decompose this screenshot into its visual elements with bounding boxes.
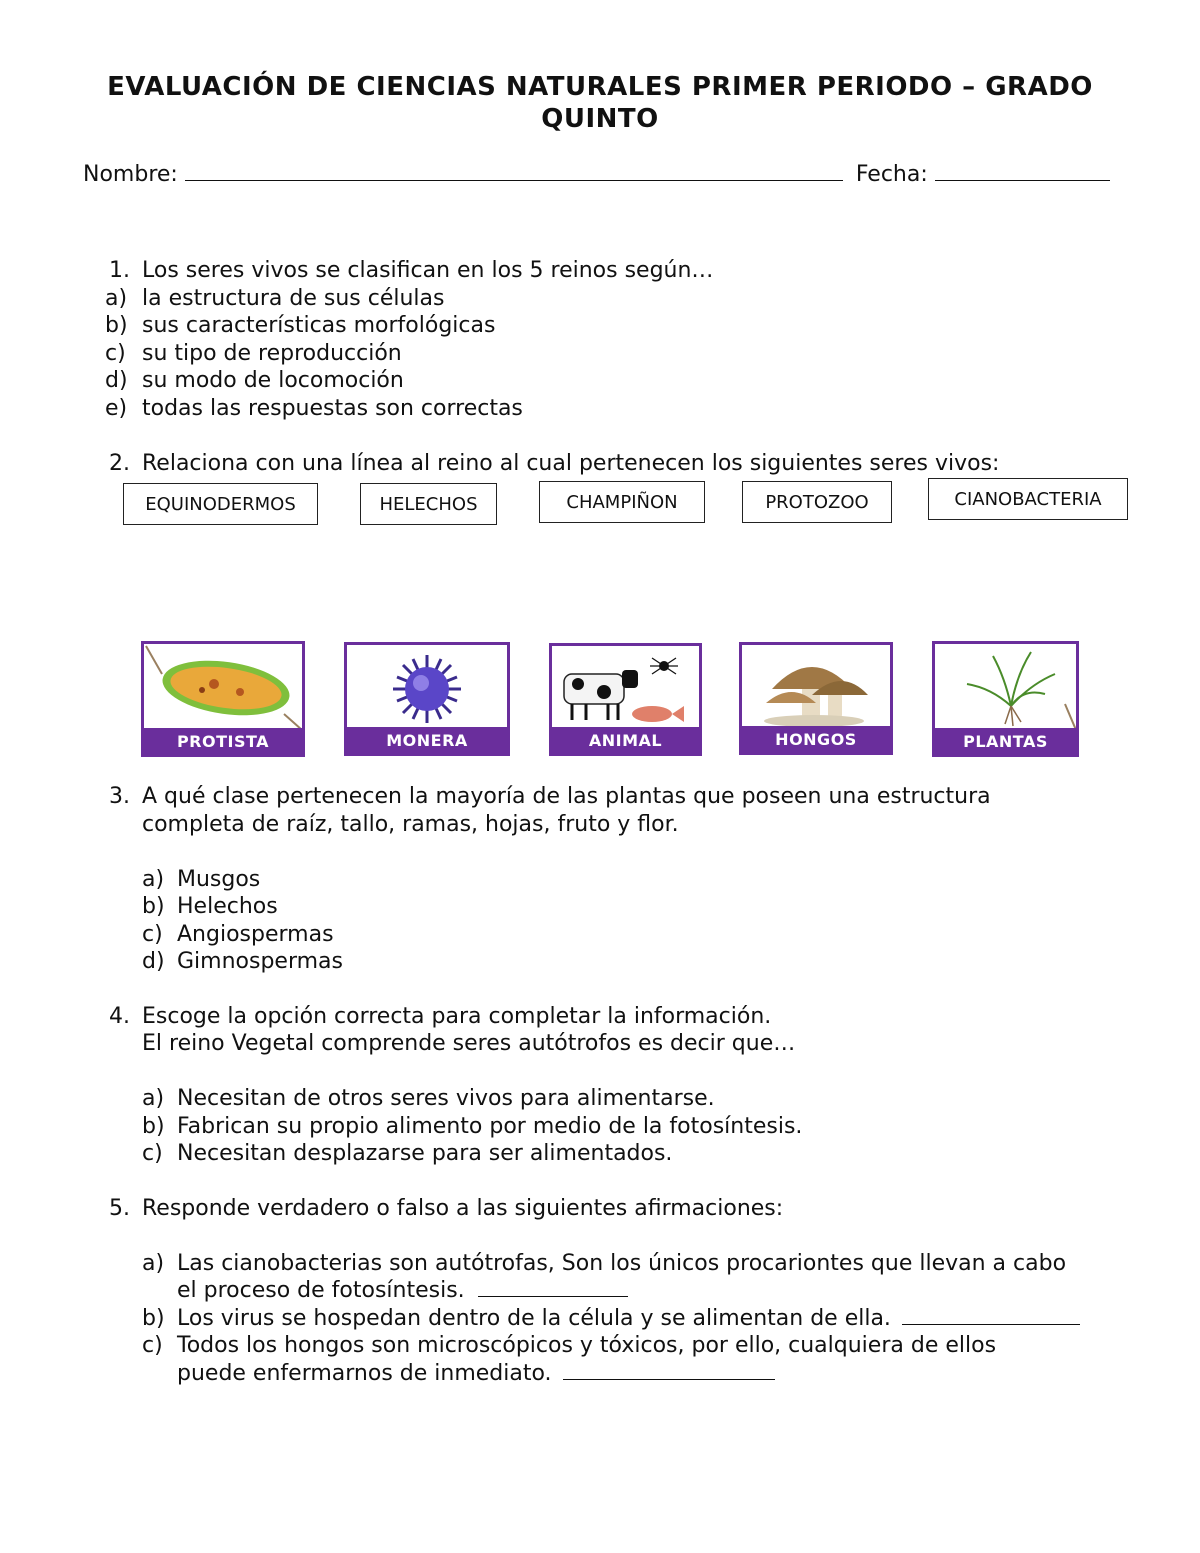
option-letter: c) [105,341,126,366]
option-letter: a) [142,867,165,892]
statement-text-line1: Las cianobacterias son autótrofas, Son los únicos procariontes que llevan a cabo [177,1251,1067,1276]
statement-text-line1 [177,1306,1080,1331]
q3-option-c[interactable] [142,922,334,947]
option-letter: d) [105,368,128,393]
q4-option-a[interactable] [142,1086,715,1111]
option-letter: c) [142,1333,163,1358]
option-letter: b) [142,1306,165,1331]
q5-statement-c-line2 [177,1361,775,1386]
option-text: Musgos [177,867,261,892]
answer-blank[interactable] [478,1278,628,1297]
option-text: Necesitan de otros seres vivos para alimentarse. [177,1086,715,1111]
option-letter: a) [105,286,128,311]
plant-icon [935,644,1076,732]
being-box-equinodermos[interactable]: EQUINODERMOS [123,483,318,525]
q1-option-c[interactable] [105,341,402,366]
q1-option-b[interactable] [105,313,496,338]
name-label: Nombre: [83,162,178,187]
question-text-line2: completa de raíz, tallo, ramas, hojas, fruto y flor. [142,812,679,837]
statement-text: Los virus se hospedan dentro de la célula y se alimentan de ella. [177,1306,891,1331]
option-text: Helechos [177,894,278,919]
question-text: Los seres vivos se clasifican en los 5 reinos según… [142,258,714,283]
q1-option-a[interactable] [105,286,445,311]
statement-text-line2: puede enfermarnos de inmediato. [177,1361,552,1386]
kingdom-label: HONGOS [742,726,890,752]
option-text: Fabrican su propio alimento por medio de la fotosíntesis. [177,1114,803,1139]
q3-option-d[interactable] [142,949,343,974]
kingdom-label: PROTISTA [144,728,302,754]
question-text-line1: A qué clase pertenecen la mayoría de las plantas que poseen una estructura [142,784,991,809]
question-number: 4. [109,1004,130,1029]
mushroom-icon [742,645,890,731]
kingdom-tile-hongos[interactable] [739,642,893,755]
q3-option-b[interactable] [142,894,278,919]
question-text-line1: Escoge la opción correcta para completar la información. [142,1004,772,1029]
option-text: Angiospermas [177,922,334,947]
q5-statement-b [142,1306,891,1331]
kingdom-label: PLANTAS [935,728,1076,754]
option-text: todas las respuestas son correctas [142,396,523,421]
option-letter: c) [142,1141,163,1166]
kingdom-label: MONERA [347,727,507,753]
kingdom-tile-plantas[interactable] [932,641,1079,757]
option-text: su modo de locomoción [142,368,404,393]
name-row [83,162,1110,187]
q3-option-a[interactable] [142,867,261,892]
bacteria-icon [347,645,507,731]
answer-blank[interactable] [563,1361,775,1380]
question-number: 3. [109,784,130,809]
being-box-champinon[interactable]: CHAMPIÑON [539,481,705,523]
option-letter: b) [105,313,128,338]
option-text: su tipo de reproducción [142,341,402,366]
option-text: sus características morfológicas [142,313,496,338]
option-text: Necesitan desplazarse para ser alimentados. [177,1141,673,1166]
q1-option-e[interactable] [105,396,523,421]
question-text: Relaciona con una línea al reino al cual pertenecen los siguientes seres vivos: [142,451,1000,476]
page-title-line1: EVALUACIÓN DE CIENCIAS NATURALES PRIMER PERIODO – GRADO [107,72,1093,102]
option-letter: c) [142,922,163,947]
option-letter: e) [105,396,128,421]
option-text: la estructura de sus células [142,286,445,311]
q1-option-d[interactable] [105,368,404,393]
option-text: Gimnospermas [177,949,343,974]
being-box-protozoo[interactable]: PROTOZOO [742,481,892,523]
date-field[interactable] [935,162,1110,181]
q4-option-c[interactable] [142,1141,673,1166]
q5-statement-c [142,1333,997,1358]
statement-text-line1: Todos los hongos son microscópicos y tóxicos, por ello, cualquiera de ellos [177,1333,997,1358]
being-box-helechos[interactable]: HELECHOS [360,483,497,525]
q5-statement-a-line2 [177,1278,628,1303]
page-title-line2: QUINTO [541,104,659,134]
being-box-cianobacteria[interactable]: CIANOBACTERIA [928,478,1128,520]
option-letter: b) [142,894,165,919]
question-number: 1. [109,258,130,283]
answer-blank[interactable] [902,1306,1080,1325]
kingdom-tile-animal[interactable] [549,643,702,756]
kingdom-tile-monera[interactable] [344,642,510,756]
option-letter: b) [142,1114,165,1139]
question-number: 5. [109,1196,130,1221]
question-text-line2: El reino Vegetal comprende seres autótrofos es decir que… [142,1031,796,1056]
q5-statement-a [142,1251,1067,1276]
option-letter: a) [142,1251,165,1276]
statement-text-line2: el proceso de fotosíntesis. [177,1278,465,1303]
option-letter: d) [142,949,165,974]
date-label: Fecha: [855,162,928,187]
question-text: Responde verdadero o falso a las siguientes afirmaciones: [142,1196,784,1221]
animals-icon [552,646,699,732]
kingdom-label: ANIMAL [552,727,699,753]
paramecium-icon [144,644,302,730]
q4-option-b[interactable] [142,1114,803,1139]
option-letter: a) [142,1086,165,1111]
kingdom-tile-protista[interactable] [141,641,305,757]
question-number: 2. [109,451,130,476]
name-field[interactable] [185,162,843,181]
